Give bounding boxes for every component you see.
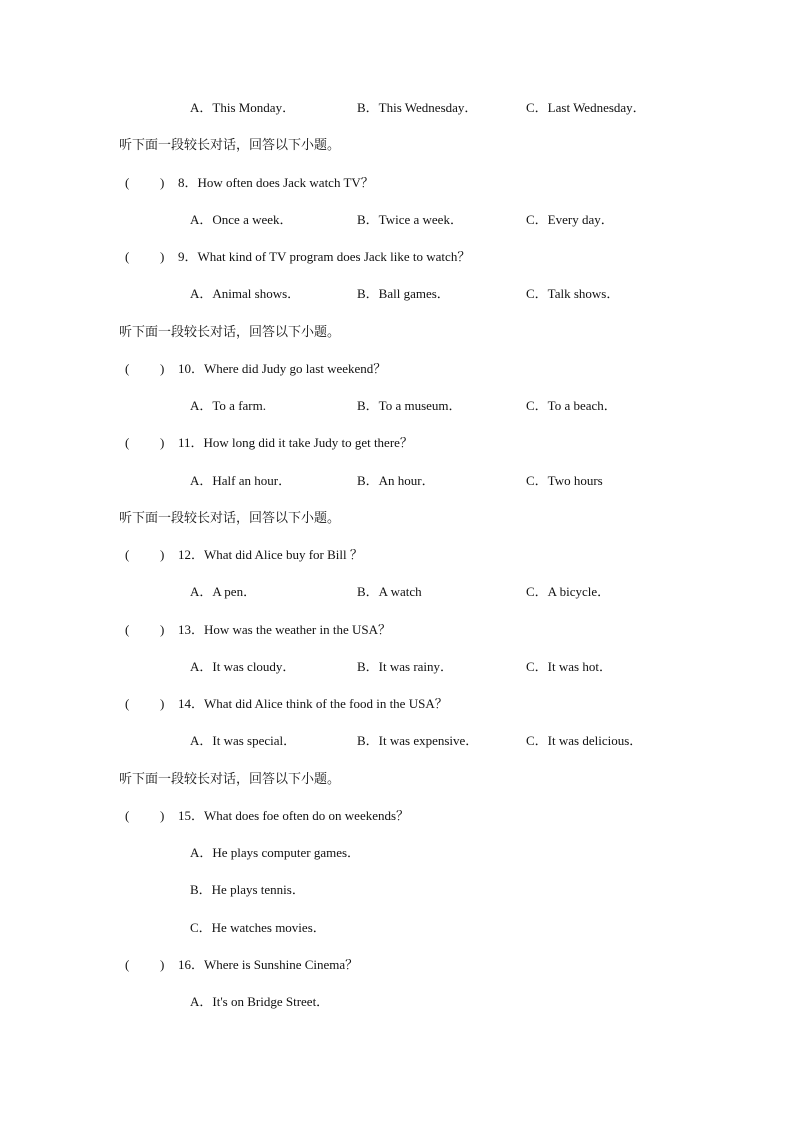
q11-option-c: C．Two hours — [526, 473, 603, 488]
q10-option-a: A．To a farm. — [190, 398, 266, 413]
section-heading: 听下面一段较长对话，回答以下小题。 — [119, 771, 341, 786]
q9-option-c: C．Talk shows． — [526, 286, 620, 301]
section-heading: 听下面一段较长对话，回答以下小题。 — [119, 324, 341, 339]
q9-option-a: A．Animal shows． — [190, 286, 301, 301]
q11-option-b: B．An hour． — [357, 473, 435, 488]
q7-option-b: B．This Wednesday． — [357, 100, 478, 115]
answer-paren-close: ) — [160, 175, 165, 190]
answer-paren-close: ) — [160, 547, 165, 562]
q12-option-a: A．A pen． — [190, 584, 257, 599]
answer-paren-close: ) — [160, 957, 165, 972]
answer-paren-open: ( — [125, 361, 130, 376]
q15-option-a: A．He plays computer games． — [190, 845, 361, 860]
q11-option-a: A．Half an hour． — [190, 473, 292, 488]
answer-paren-open: ( — [125, 249, 130, 264]
answer-paren-open: ( — [125, 808, 130, 823]
question-text: 12．What did Alice buy for Bill ？ — [178, 547, 363, 562]
q13-option-b: B．It was rainy． — [357, 659, 454, 674]
answer-paren-open: ( — [125, 175, 130, 190]
answer-paren-close: ) — [160, 622, 165, 637]
question-text: 9．What kind of TV program does Jack like to watch？ — [178, 249, 471, 264]
answer-paren-close: ) — [160, 696, 165, 711]
q14-option-c: C．It was delicious． — [526, 733, 643, 748]
q14-option-a: A．It was special． — [190, 733, 297, 748]
q10-option-c: C．To a beach． — [526, 398, 617, 413]
question-text: 11．How long did it take Judy to get there？ — [178, 435, 413, 450]
q13-option-a: A．It was cloudy． — [190, 659, 296, 674]
answer-paren-open: ( — [125, 547, 130, 562]
answer-paren-close: ) — [160, 435, 165, 450]
answer-paren-close: ) — [160, 249, 165, 264]
q7-option-a: A．This Monday． — [190, 100, 296, 115]
answer-paren-close: ) — [160, 808, 165, 823]
question-text: 14．What did Alice think of the food in the USA？ — [178, 696, 448, 711]
section-heading: 听下面一段较长对话，回答以下小题。 — [119, 510, 341, 525]
answer-paren-open: ( — [125, 622, 130, 637]
q10-option-b: B．To a museum． — [357, 398, 462, 413]
question-text: 8．How often does Jack watch TV？ — [178, 175, 374, 190]
q7-option-c: C．Last Wednesday． — [526, 100, 646, 115]
q8-option-a: A．Once a week． — [190, 212, 293, 227]
q12-option-c: C．A bicycle． — [526, 584, 611, 599]
q13-option-c: C．It was hot． — [526, 659, 612, 674]
question-text: 10．Where did Judy go last weekend？ — [178, 361, 387, 376]
answer-paren-open: ( — [125, 696, 130, 711]
q16-option-a: A．It's on Bridge Street． — [190, 994, 330, 1009]
question-text: 13．How was the weather in the USA？ — [178, 622, 392, 637]
question-text: 15．What does foe often do on weekends？ — [178, 808, 410, 823]
q9-option-b: B．Ball games． — [357, 286, 450, 301]
answer-paren-open: ( — [125, 435, 130, 450]
q12-option-b: B．A watch — [357, 584, 422, 599]
section-heading: 听下面一段较长对话，回答以下小题。 — [119, 137, 341, 152]
answer-paren-open: ( — [125, 957, 130, 972]
q15-option-b: B．He plays tennis． — [190, 882, 305, 897]
question-text: 16．Where is Sunshine Cinema？ — [178, 957, 359, 972]
answer-paren-close: ) — [160, 361, 165, 376]
q14-option-b: B．It was expensive． — [357, 733, 479, 748]
q8-option-b: B．Twice a week． — [357, 212, 463, 227]
q8-option-c: C．Every day． — [526, 212, 614, 227]
q15-option-c: C．He watches movies． — [190, 920, 326, 935]
